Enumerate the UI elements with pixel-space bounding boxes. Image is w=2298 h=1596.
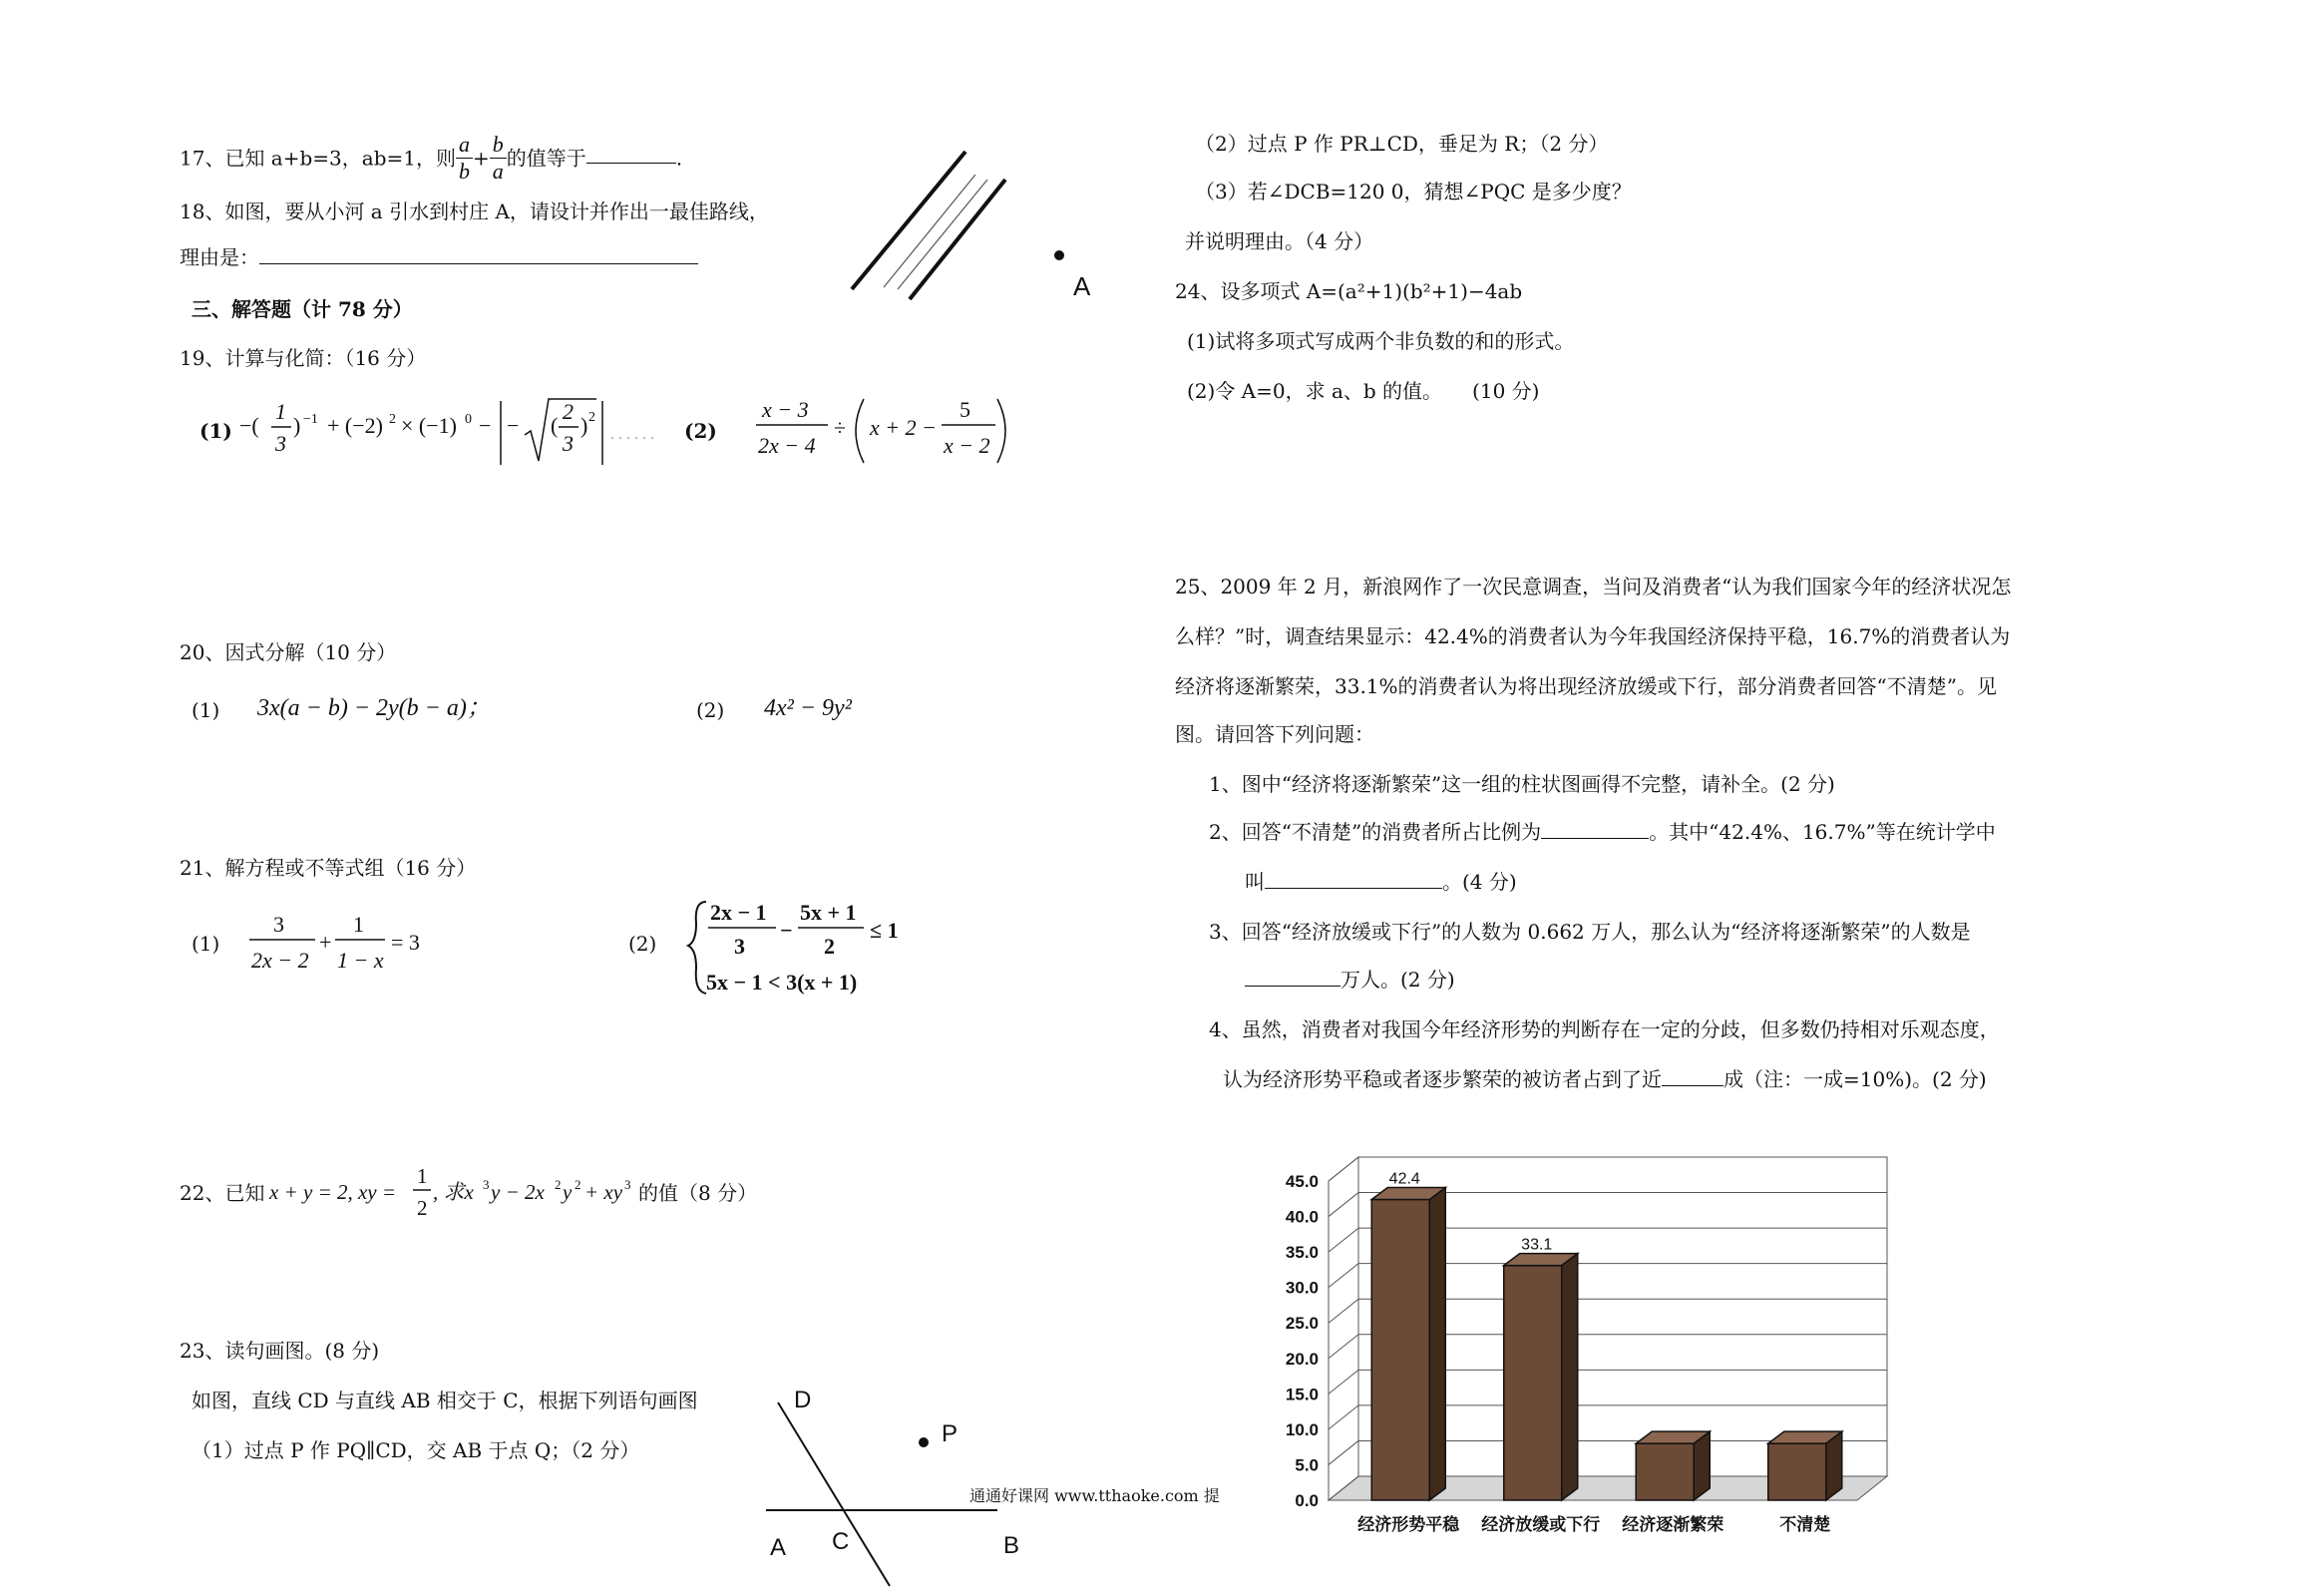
svg-text:1 − x: 1 − x — [337, 948, 384, 973]
svg-text:2: 2 — [574, 1177, 581, 1192]
y-tick-label: 20.0 — [1285, 1349, 1319, 1369]
q25-term-blank — [1265, 868, 1442, 889]
svg-text:5x + 1: 5x + 1 — [800, 900, 857, 925]
q20-part1-label: (1) — [192, 698, 220, 722]
svg-text:3: 3 — [563, 431, 574, 456]
footer-watermark: 通通好课网 www.tthaoke.com 提 — [969, 1486, 1220, 1505]
svg-text:÷: ÷ — [834, 415, 847, 440]
q23-part2: （2）过点 P 作 PR⊥CD，垂足为 R；（2 分） — [1195, 132, 1609, 156]
section-3-heading: 三、解答题（计 78 分） — [192, 297, 413, 321]
chart-side-wall — [1329, 1157, 1358, 1500]
svg-text:−: − — [780, 918, 793, 943]
svg-text:): ) — [293, 413, 301, 438]
village-a-label: A — [1073, 271, 1091, 301]
x-category-label: 不清楚 — [1779, 1515, 1831, 1535]
q25-line3: 经济将逐渐繁荣，33.1%的消费者认为将出现经济放缓或下行，部分消费者回答“不清楚”。见 — [1175, 674, 1997, 698]
q25-sub3: 3、回答“经济放缓或下行”的人数为 0.662 万人，那么认为“经济将逐渐繁荣”的人数是 — [1209, 920, 1971, 944]
svg-text:, 求x: , 求x — [433, 1180, 474, 1204]
svg-text:2: 2 — [389, 412, 396, 427]
svg-text:2: 2 — [563, 399, 574, 424]
q19-part2-expression — [728, 391, 1007, 471]
q21-part1-label: (1) — [192, 932, 220, 956]
svg-text:5x − 1 < 3(x + 1): 5x − 1 < 3(x + 1) — [706, 970, 858, 995]
svg-text:(: ( — [551, 413, 559, 438]
svg-text:3: 3 — [275, 431, 286, 456]
q25-line1: 25、2009 年 2 月，新浪网作了一次民意调查，当问及消费者“认为我们国家今年的经济状况怎 — [1175, 575, 2012, 598]
q25-line4: 图。请回答下列问题： — [1175, 722, 1374, 746]
svg-text:2: 2 — [824, 934, 835, 959]
q21-part2-label: (2) — [628, 932, 657, 956]
svg-text:2: 2 — [588, 410, 595, 425]
svg-text:x − 3: x − 3 — [762, 397, 809, 422]
y-tick-label: 10.0 — [1285, 1419, 1319, 1439]
svg-text:2x − 1: 2x − 1 — [710, 900, 767, 925]
svg-text:−: − — [479, 413, 492, 438]
svg-text:x + 2 −: x + 2 − — [870, 415, 937, 440]
label-a: A — [770, 1534, 787, 1561]
q25-sub2: 2、回答“不清楚”的消费者所占比例为 。其中“42.4%、16.7%”等在统计学中 — [1209, 820, 1996, 844]
svg-text:x − 2: x − 2 — [944, 433, 990, 458]
q22-expression — [269, 1165, 648, 1225]
svg-text:5: 5 — [959, 397, 970, 422]
q20-part2-expr: 4x² − 9y² — [764, 695, 852, 721]
river-bank-left — [852, 152, 965, 289]
q25-sub3-cont: 万人。(2 分) — [1245, 966, 1455, 994]
svg-text:3: 3 — [734, 934, 745, 959]
q23-title: 23、读句画图。(8 分) — [180, 1339, 380, 1363]
q17-frac-b-over-a: $\frac{b}{a}$ — [490, 132, 507, 185]
q23-line2: （1）过点 P 作 PQ∥CD，交 AB 于点 Q；（2 分） — [192, 1438, 640, 1462]
y-tick-label: 25.0 — [1285, 1314, 1319, 1334]
svg-text:2: 2 — [555, 1177, 562, 1192]
bar-front — [1371, 1199, 1429, 1500]
q23-part3-reason: 并说明理由。（4 分） — [1185, 229, 1374, 253]
q25-sub4: 4、虽然，消费者对我国今年经济形势的判断存在一定的分歧，但多数仍持相对乐观态度， — [1209, 1017, 2000, 1041]
q24-line3: (2)令 A=0，求 a、b 的值。 (10 分) — [1187, 379, 1540, 403]
svg-text:y: y — [563, 1180, 573, 1204]
q25-sub2-cont: 叫 。(4 分) — [1245, 870, 1517, 894]
svg-text:): ) — [580, 413, 588, 438]
svg-text:2: 2 — [417, 1196, 428, 1220]
y-tick-label: 40.0 — [1285, 1207, 1319, 1227]
q24-line2: (1)试将多项式写成两个非负数的和的形式。 — [1187, 329, 1575, 353]
svg-text:. . . . . .: . . . . . . — [610, 426, 654, 443]
q20-title: 20、因式分解（10 分） — [180, 640, 397, 664]
q24-line1: 24、设多项式 A=(a²+1)(b²+1)−4ab — [1175, 279, 1523, 303]
svg-text:+ (−2): + (−2) — [327, 413, 383, 438]
bar-data-label: 33.1 — [1521, 1236, 1553, 1254]
q25-sub4-cont: 认为经济形势平稳或者逐步繁荣的被访者占到了近 成（注：一成=10%)。(2 分) — [1223, 1067, 1987, 1091]
q22-suffix: 的值（8 分） — [638, 1181, 758, 1205]
q17-frac-a-over-b: $\frac{a}{b}$ — [456, 132, 473, 185]
bar-front — [1768, 1443, 1826, 1500]
river-diagram — [838, 140, 1077, 309]
svg-text:−: − — [507, 413, 520, 438]
svg-text:3: 3 — [483, 1177, 490, 1192]
svg-text:+: + — [319, 930, 332, 955]
q17: 17、已知 a+b=3，ab=1，则 $\frac{a}{b}$ + $\frac{b}{a}$ 的值等于 . — [180, 132, 683, 184]
y-tick-label: 5.0 — [1295, 1455, 1319, 1475]
x-category-label: 经济逐渐繁荣 — [1622, 1515, 1724, 1535]
line-cd — [778, 1402, 890, 1586]
x-category-label: 经济放缓或下行 — [1481, 1515, 1601, 1535]
q18-line1: 18、如图，要从小河 a 引水到村庄 A，请设计并作出一最佳路线， — [180, 200, 769, 223]
q18-reason-blank — [259, 243, 698, 264]
svg-text:1: 1 — [353, 912, 364, 937]
q19-title: 19、计算与化简：（16 分） — [180, 346, 427, 370]
svg-text:−1: −1 — [303, 412, 318, 427]
q23-line1: 如图，直线 CD 与直线 AB 相交于 C，根据下列语句画图 — [192, 1389, 698, 1412]
q19-part1-label: (1) — [199, 419, 232, 443]
svg-text:1: 1 — [417, 1164, 428, 1188]
label-p: P — [942, 1420, 958, 1447]
y-tick-label: 45.0 — [1285, 1172, 1319, 1191]
q19-part1-expression — [239, 391, 678, 471]
bar-data-label: 42.4 — [1388, 1170, 1420, 1188]
label-b: B — [1003, 1532, 1020, 1559]
q20-part1-expr: 3x(a − b) − 2y(b − a)； — [257, 695, 491, 721]
q25-count-blank — [1245, 966, 1340, 987]
q22: 22、已知 — [180, 1181, 265, 1205]
y-tick-label: 30.0 — [1285, 1278, 1319, 1298]
village-a-point — [1054, 250, 1064, 260]
q19-part2-label: (2) — [684, 419, 717, 443]
q21-part1-expression — [249, 908, 449, 978]
q17-answer-blank — [586, 143, 676, 164]
bar-side — [1562, 1254, 1578, 1500]
svg-text:y − 2x: y − 2x — [491, 1180, 545, 1204]
svg-text:× (−1): × (−1) — [401, 413, 457, 438]
svg-text:2x − 2: 2x − 2 — [251, 948, 309, 973]
q20-part2-label: (2) — [696, 698, 725, 722]
svg-text:3: 3 — [273, 912, 284, 937]
q21-part2-system — [688, 894, 928, 1003]
svg-text:= 3: = 3 — [391, 930, 420, 955]
q23-part3: （3）若∠DCB=120 0，猜想∠PQC 是多少度？ — [1195, 180, 1632, 203]
svg-text:+ xy: + xy — [584, 1180, 623, 1204]
y-tick-label: 35.0 — [1285, 1243, 1319, 1263]
x-category-label: 经济形势平稳 — [1357, 1515, 1460, 1535]
q25-line2: 么样？”时，调查结果显示：42.4%的消费者认为今年我国经济保持平稳，16.7%的消费者认为 — [1175, 624, 2011, 648]
y-tick-label: 0.0 — [1295, 1491, 1319, 1510]
bar-front — [1504, 1266, 1562, 1500]
svg-text:2x − 4: 2x − 4 — [758, 433, 816, 458]
svg-text:3: 3 — [624, 1177, 631, 1192]
y-tick-label: 15.0 — [1285, 1385, 1319, 1404]
q25-ratio-blank — [1541, 818, 1649, 839]
svg-text:0: 0 — [465, 412, 472, 427]
bar-front — [1636, 1443, 1694, 1500]
q25-fraction-blank — [1662, 1065, 1724, 1086]
q18-line2: 理由是： — [180, 243, 698, 271]
svg-text:−(: −( — [239, 413, 259, 438]
survey-bar-chart — [1257, 1127, 1915, 1546]
bar-side — [1429, 1187, 1445, 1500]
svg-text:≤ 1: ≤ 1 — [870, 918, 899, 943]
q21-title: 21、解方程或不等式组（16 分） — [180, 856, 477, 880]
point-p — [919, 1437, 929, 1447]
label-c: C — [832, 1528, 850, 1555]
svg-text:1: 1 — [275, 399, 286, 424]
label-d: D — [794, 1387, 812, 1413]
q25-sub1: 1、图中“经济将逐渐繁荣”这一组的柱状图画得不完整，请补全。(2 分) — [1209, 772, 1835, 796]
svg-text:x + y = 2, xy =: x + y = 2, xy = — [269, 1180, 397, 1204]
